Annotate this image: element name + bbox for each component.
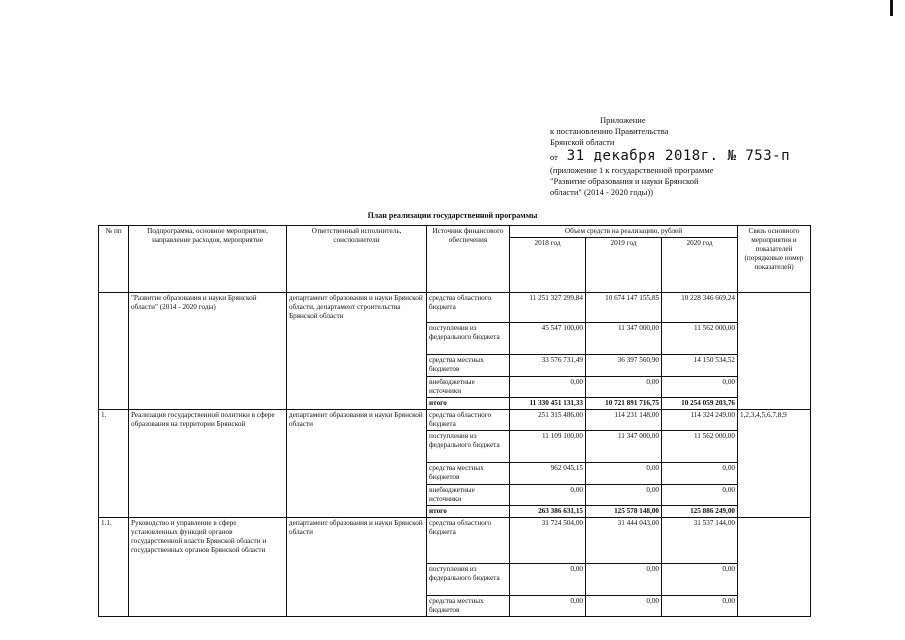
cell-num (99, 293, 129, 410)
cell-link (738, 293, 811, 410)
table-row (99, 410, 811, 431)
cell-source: средства местных бюджетов (427, 355, 510, 377)
cell-2018: 33 576 731,49 (510, 355, 586, 377)
cell-2019: 10 721 891 716,75 (586, 398, 662, 410)
cell-source: поступления из федерального бюджета (427, 431, 510, 463)
annex-line-2: к постановлению Правительства (550, 126, 669, 136)
cell-source: итого (427, 506, 510, 518)
cell-source: средства областного бюджета (427, 293, 510, 323)
header-source: Источник финансового обеспечения (427, 226, 510, 293)
cell-2018: 0,00 (510, 377, 586, 398)
cell-2018: 11 330 451 131,33 (510, 398, 586, 410)
cell-source: внебюджетные источники (427, 485, 510, 506)
cell-2020: 10 254 059 203,76 (662, 398, 738, 410)
cell-2018: 11 251 327 299,84 (510, 293, 586, 323)
cell-source: поступления из федерального бюджета (427, 323, 510, 355)
cell-executor: департамент образования и науки Брянской области (287, 410, 427, 518)
cell-2018: 251 315 486,00 (510, 410, 586, 431)
cell-executor: департамент образования и науки Брянской области, департамент строительства Брянской области (287, 293, 427, 410)
annex-line-1: Приложение (600, 115, 646, 125)
cell-source: итого (427, 398, 510, 410)
header-volume: Объем средств на реализацию, рублей (510, 226, 738, 238)
cell-2018: 263 386 631,15 (510, 506, 586, 518)
cell-2020: 0,00 (662, 463, 738, 485)
cell-2020: 125 886 249,00 (662, 506, 738, 518)
document-title: План реализации государственной программы (367, 211, 538, 220)
annex-line-6: "Развитие образования и науки Брянской (550, 176, 699, 186)
cell-source: средства местных бюджетов (427, 596, 510, 617)
cell-2019: 125 578 148,00 (586, 506, 662, 518)
cell-2020: 10 228 346 669,24 (662, 293, 738, 323)
cell-link: 1,2,3,4,5,6,7,8,9 (738, 410, 811, 518)
cell-source: поступления из федерального бюджета (427, 564, 510, 596)
cell-2018: 11 109 100,00 (510, 431, 586, 463)
cell-link (738, 518, 811, 617)
cell-2018: 962 045,15 (510, 463, 586, 485)
cell-2020: 0,00 (662, 485, 738, 506)
cell-2019: 0,00 (586, 564, 662, 596)
cell-source: средства областного бюджета (427, 518, 510, 564)
cell-2018: 45 547 100,00 (510, 323, 586, 355)
plan-table (98, 225, 811, 617)
cell-2020: 11 562 000,00 (662, 431, 738, 463)
annex-date-prefix: от (550, 152, 558, 162)
annex-line-5: (приложение 1 к государственной программе (550, 165, 714, 175)
cell-2018: 0,00 (510, 596, 586, 617)
cell-source: внебюджетные источники (427, 377, 510, 398)
table-row (99, 518, 811, 564)
cell-2019: 114 231 148,00 (586, 410, 662, 431)
cell-2019: 31 444 043,00 (586, 518, 662, 564)
cell-program-name: Реализация государственной политики в сфере образования на территории Брянской (129, 410, 287, 518)
header-year-2018: 2018 год (510, 238, 586, 293)
cell-2019: 10 674 147 155,85 (586, 293, 662, 323)
header-link: Связь основного мероприятия и показателей (порядковые номер показателей) (738, 226, 811, 293)
header-year-2019: 2019 год (586, 238, 662, 293)
cell-2020: 0,00 (662, 596, 738, 617)
cell-2019: 36 397 560,90 (586, 355, 662, 377)
cell-num: 1. (99, 410, 129, 518)
annex-line-3: Брянской области (550, 137, 615, 147)
annex-date-handwritten: 31 декабря 2018г. № 753-п (566, 148, 791, 164)
scan-edge-mark (890, 0, 893, 16)
cell-2020: 0,00 (662, 564, 738, 596)
cell-2020: 31 537 144,00 (662, 518, 738, 564)
cell-2018: 0,00 (510, 564, 586, 596)
cell-2020: 11 562 000,00 (662, 323, 738, 355)
cell-2018: 31 724 504,00 (510, 518, 586, 564)
cell-source: средства областного бюджета (427, 410, 510, 431)
header-year-2020: 2020 год (662, 238, 738, 293)
annex-line-7: области" (2014 - 2020 годы)) (550, 187, 654, 197)
cell-2020: 114 324 249,00 (662, 410, 738, 431)
cell-2019: 0,00 (586, 463, 662, 485)
cell-2019: 0,00 (586, 485, 662, 506)
cell-program-name: Руководство и управление в сфере установленных функций органов государственной власти Брянской области и государственных органов Брянской области (129, 518, 287, 617)
cell-2020: 0,00 (662, 377, 738, 398)
cell-executor: департамент образования и науки Брянской области (287, 518, 427, 617)
header-executor: Ответственный исполнитель, соисполнители (287, 226, 427, 293)
cell-num: 1.1. (99, 518, 129, 617)
cell-2020: 14 150 534,52 (662, 355, 738, 377)
annex-header (550, 115, 810, 198)
table-row (99, 293, 811, 323)
cell-2018: 0,00 (510, 485, 586, 506)
header-program: Подпрограмма, основное мероприятие, направление расходов, мероприятие (129, 226, 287, 293)
header-num: № пп (99, 226, 129, 293)
cell-source: средства местных бюджетов (427, 463, 510, 485)
cell-program-name: "Развитие образования и науки Брянской области" (2014 - 2020 годы) (129, 293, 287, 410)
cell-2019: 11 347 000,00 (586, 431, 662, 463)
annex-date-line (550, 148, 810, 165)
cell-2019: 11 347 000,00 (586, 323, 662, 355)
cell-2019: 0,00 (586, 377, 662, 398)
cell-2019: 0,00 (586, 596, 662, 617)
